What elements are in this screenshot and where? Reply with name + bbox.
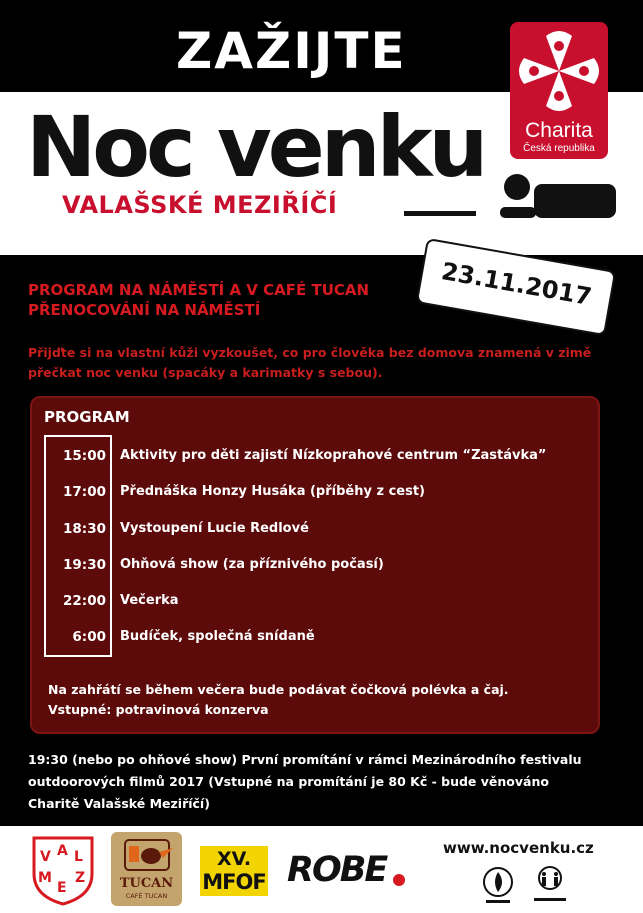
sad-family-icon — [528, 866, 572, 908]
program-note-food: Na zahřátí se během večera bude podávat čočková polévka a čaj. — [48, 682, 509, 697]
title-underline — [404, 211, 476, 216]
cafe-tucan-name: TUCAN — [119, 876, 174, 891]
program-time: 18:30 — [63, 521, 106, 537]
program-note-entry: Vstupné: potravinová konzerva — [48, 702, 269, 717]
program-activity: Aktivity pro děti zajistí Nízkoprahové centrum “Zastávka” — [120, 448, 547, 463]
program-time: 17:00 — [63, 484, 106, 500]
event-city: VALAŠSKÉ MEZIŘÍČÍ — [62, 191, 338, 219]
mfof-edition: XV. — [216, 848, 252, 870]
valmez-logo — [30, 834, 96, 906]
cafe-tucan-subtitle: CAFÉ TUCAN — [125, 892, 168, 900]
valmez-letter: L — [74, 849, 83, 865]
sleeping-person-icon — [500, 174, 616, 220]
valmez-letter: Z — [75, 870, 86, 886]
time-column-frame — [44, 435, 112, 657]
film-line: outdoorových filmů 2017 (Vstupné na promítání je 80 Kč - bude věnováno — [28, 774, 549, 789]
subheading-program: PROGRAM NA NÁMĚSTÍ A V CAFÉ TUCAN — [28, 281, 370, 299]
robe-dot-icon — [287, 848, 412, 892]
charita-name: Charita — [525, 119, 593, 142]
program-activity: Budíček, společná snídaně — [120, 629, 315, 644]
program-time: 15:00 — [63, 448, 106, 464]
mfof-name: MFOF — [202, 870, 266, 894]
program-time: 6:00 — [72, 629, 106, 645]
valmez-letter: A — [57, 843, 68, 859]
footer-sponsors — [0, 826, 643, 913]
toucan-icon — [111, 832, 182, 876]
event-date: 23.11.2017 — [439, 257, 594, 312]
kicker-heading: ZAŽIJTE — [176, 22, 407, 80]
film-screening-text — [28, 749, 628, 815]
program-activity: Večerka — [120, 593, 179, 608]
film-line: Charitě Valašské Meziříčí) — [28, 796, 210, 811]
film-line: 19:30 (nebo po ohňové show) První promítání v rámci Mezinárodního festivalu — [28, 752, 582, 767]
intro-text: Přijďte si na vlastní kůži vyzkoušet, co pro člověka bez domova znamená v zimě přečkat noc venku (spacáky a karimatky s sebou). — [28, 345, 592, 380]
mfof-logo — [200, 846, 268, 896]
program-title: PROGRAM — [44, 408, 130, 426]
valmez-letter: M — [38, 870, 52, 886]
robe-wordmark: ROBE — [287, 850, 387, 890]
charita-logo — [510, 22, 608, 159]
valmez-letter: E — [57, 880, 67, 896]
event-title: Noc venku — [26, 98, 485, 196]
program-time: 19:30 — [63, 557, 106, 573]
program-time: 22:00 — [63, 593, 106, 609]
cafe-tucan-logo — [111, 832, 182, 906]
program-activity: Ohňová show (za příznivého počasí) — [120, 557, 384, 572]
university-seal-icon — [482, 866, 514, 908]
website-link[interactable]: www.nocvenku.cz — [443, 839, 594, 857]
program-activity: Přednáška Honzy Husáka (příběhy z cest) — [120, 484, 425, 499]
charita-cross-icon — [510, 22, 608, 120]
charita-subtitle: Česká republika — [523, 143, 595, 154]
program-activity: Vystoupení Lucie Redlové — [120, 521, 309, 536]
robe-logo — [287, 848, 412, 892]
valmez-letter: V — [40, 849, 51, 865]
program-box — [30, 396, 600, 734]
subheading-overnight: PŘENOCOVÁNÍ NA NÁMĚSTÍ — [28, 301, 261, 319]
